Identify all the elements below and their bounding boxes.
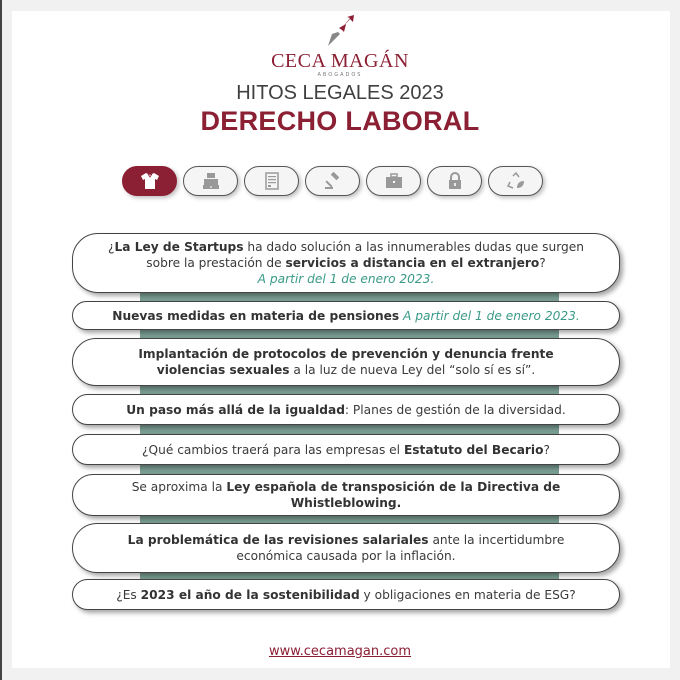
milestone-item-becario[interactable]: ¿Qué cambios traerá para las empresas el Estatuto del Becario? [72, 434, 620, 465]
milestone-item-esg[interactable]: ¿Es 2023 el año de la sostenibilidad y obligaciones en materia de ESG? [72, 579, 620, 610]
gavel-icon [323, 172, 343, 190]
cash-register-icon [201, 172, 221, 190]
item-highlight: La problemática de las revisiones salariales [127, 533, 429, 547]
arrows-logo-icon [320, 14, 360, 48]
item-highlight: servicios a distancia en el extranjero [285, 256, 540, 270]
tab-privacidad[interactable] [427, 166, 482, 196]
shirt-icon [140, 172, 160, 190]
item-highlight: Un paso más allá de la igualdad [126, 402, 345, 417]
item-highlight: La Ley de Startups [114, 240, 244, 254]
brand-name: CECA MAGÁN [271, 50, 409, 72]
milestone-item-revisiones[interactable]: La problemática de las revisiones salariales ante la incertidumbre económica causada por la inflación. [72, 523, 620, 573]
category-tabs [122, 166, 543, 196]
briefcase-icon [384, 172, 404, 190]
item-highlight: Implantación de protocolos de prevención y denuncia frente violencias sexuales [138, 347, 554, 377]
tab-fiscal[interactable] [183, 166, 238, 196]
item-highlight: Nuevas medidas en materia de pensiones [112, 308, 400, 323]
milestone-item-whistleblowing[interactable]: Se aproxima la Ley española de transposición de la Directiva de Whistleblowing. [72, 474, 620, 516]
tab-empresa[interactable] [366, 166, 421, 196]
brand-subtitle: ABOGADOS [317, 72, 363, 78]
tab-laboral[interactable] [122, 166, 177, 196]
item-highlight: 2023 el año de la sostenibilidad [140, 587, 360, 602]
milestone-item-pensiones[interactable] [72, 301, 620, 330]
lock-icon [445, 172, 465, 190]
page-subtitle: HITOS LEGALES 2023 [236, 82, 444, 104]
tab-mercantil[interactable] [244, 166, 299, 196]
item-date: A partir del 1 de enero 2023. [257, 272, 435, 286]
item-highlight: Ley española de transposición de la Directiva de Whistleblowing. [226, 480, 561, 510]
document-icon [262, 172, 282, 190]
page-title: DERECHO LABORAL [200, 106, 480, 136]
item-date: A partir del 1 de enero 2023. [403, 308, 580, 323]
recycle-leaf-icon [506, 172, 526, 190]
tab-sostenibilidad[interactable] [488, 166, 543, 196]
milestone-item-protocolos[interactable]: Implantación de protocolos de prevención y denuncia frente violencias sexuales a la luz de nueva Ley del “solo sí es sí”. [72, 338, 620, 386]
milestone-item-igualdad[interactable]: Un paso más allá de la igualdad: Planes de gestión de la diversidad. [72, 394, 620, 425]
website-link[interactable]: www.cecamagan.com [268, 644, 412, 659]
tab-procesal[interactable] [305, 166, 360, 196]
milestone-item-startups[interactable]: ¿La Ley de Startups ha dado solución a las innumerables dudas que surgen sobre la prestación de servicios a distancia en el extranjero? A partir del 1 de enero 2023. [72, 233, 620, 293]
item-highlight: Estatuto del Becario [403, 442, 544, 457]
brand-logo [0, 14, 680, 78]
